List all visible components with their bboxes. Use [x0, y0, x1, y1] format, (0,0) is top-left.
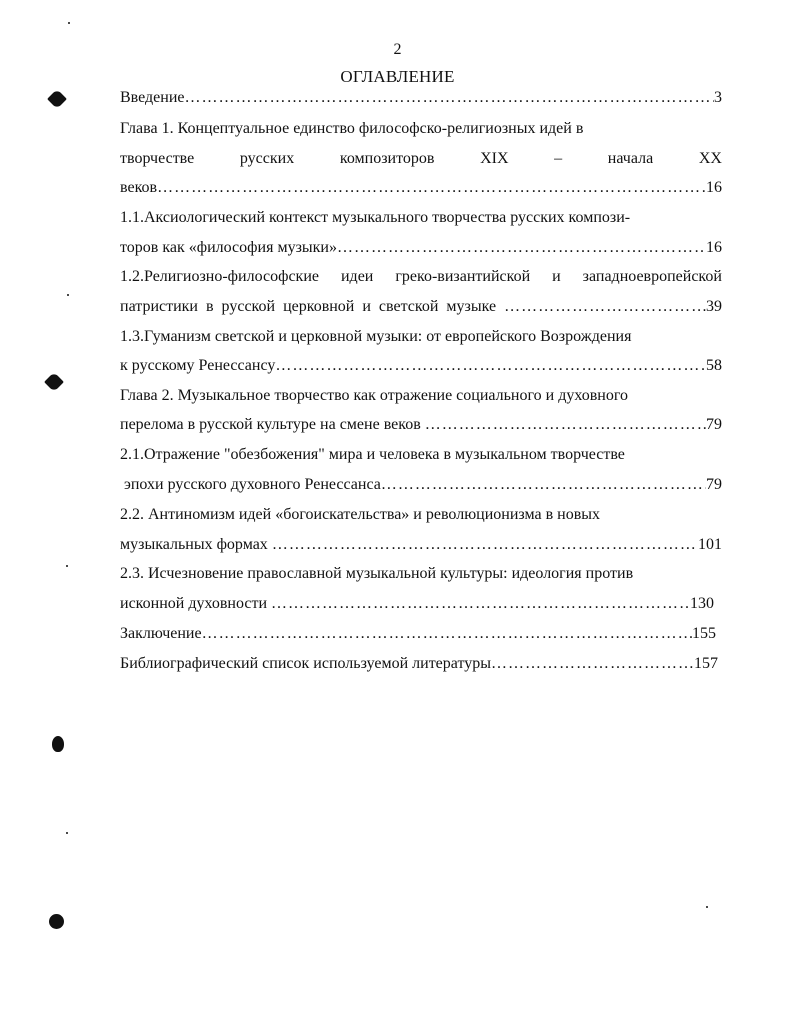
toc-entry-label: Заключение	[120, 625, 202, 642]
toc-entry-section-2-3-line-2[interactable]	[120, 594, 714, 614]
toc-entry-section-1-3-line-1[interactable]: 1.3.Гуманизм светской и церковной музыки: от европейского Возрождения	[120, 328, 632, 345]
toc-entry-section-1-2-line-1[interactable]	[120, 267, 722, 287]
toc-entry-page: 16	[706, 179, 722, 196]
toc-entry-label: торов как «философия музыки»	[120, 239, 337, 256]
toc-entry-page: 16	[706, 239, 722, 256]
toc-word: творчестве	[120, 150, 195, 167]
toc-word: 1.2.Религиозно-философские	[120, 268, 319, 285]
toc-entry-page: 101	[698, 536, 722, 553]
toc-entry-section-1-2-line-2[interactable]	[120, 297, 722, 317]
toc-entry-label: веков	[120, 179, 158, 196]
toc-word: греко-византийской	[395, 268, 531, 285]
toc-entry-label: патристики в русской церковной и светской музыке	[120, 298, 505, 315]
leader-dots	[157, 178, 706, 198]
toc-word: и	[552, 268, 561, 285]
toc-title: ОГЛАВЛЕНИЕ	[340, 67, 455, 86]
leader-dots	[504, 297, 706, 317]
toc-entry-page: 3	[714, 89, 722, 106]
toc-entry-chapter-1-line-1[interactable]: Глава 1. Концептуальное единство философско-религиозных идей в	[120, 120, 584, 137]
scan-speck	[68, 22, 70, 24]
toc-entry-section-1-1-line-1[interactable]: 1.1.Аксиологический контекст музыкального творчества русских компози-	[120, 209, 631, 226]
toc-entry-page: 79	[706, 476, 722, 493]
toc-entry-chapter-2-line-1[interactable]: Глава 2. Музыкальное творчество как отражение социального и духовного	[120, 387, 629, 404]
toc-entry-page: 39	[706, 298, 722, 315]
page-number: 2	[393, 41, 402, 58]
toc-entry-label: Библиографический список используемой литературы	[120, 655, 491, 672]
toc-entry-page: 79	[706, 416, 722, 433]
toc-entry-section-2-3-line-1[interactable]: 2.3. Исчезновение православной музыкальной культуры: идеология против	[120, 565, 634, 582]
toc-entry-chapter-1-line-2[interactable]	[120, 149, 722, 169]
toc-entry-label: эпохи русского духовного Ренессанса	[120, 476, 381, 493]
toc-entry-page: 58	[706, 357, 722, 374]
toc-entry-conclusion[interactable]	[120, 624, 716, 644]
toc-word: композиторов	[339, 150, 435, 167]
toc-entry-section-1-3-line-2[interactable]	[120, 356, 722, 376]
toc-entry-section-1-1-line-2[interactable]	[120, 238, 722, 258]
toc-entry-chapter-1-line-3[interactable]	[120, 178, 722, 198]
scan-mark	[49, 914, 64, 929]
toc-entry-label: Введение	[120, 89, 185, 106]
toc-word: XX	[698, 150, 722, 167]
leader-dots	[271, 594, 690, 614]
toc-entry-page: 130	[690, 595, 714, 612]
leader-dots	[337, 238, 706, 258]
toc-entry-introduction[interactable]	[120, 88, 722, 108]
toc-word: западноевропейской	[582, 268, 722, 285]
toc-entry-section-2-1-line-1[interactable]: 2.1.Отражение "обезбожения" мира и человека в музыкальном творчестве	[120, 446, 625, 463]
toc-entry-page: 157	[694, 655, 718, 672]
leader-dots	[491, 654, 694, 674]
toc-entry-label: музыкальных формах	[120, 536, 272, 553]
toc-entry-section-2-2-line-2[interactable]	[120, 535, 722, 555]
toc-word: –	[554, 150, 563, 167]
leader-dots	[425, 415, 706, 435]
scan-mark	[44, 372, 64, 392]
toc-entry-page: 155	[692, 625, 716, 642]
scan-mark	[47, 89, 67, 109]
toc-word: русских	[239, 150, 295, 167]
toc-word: идеи	[340, 268, 374, 285]
leader-dots	[272, 535, 698, 555]
toc-word: XIX	[480, 150, 509, 167]
toc-entry-label: к русскому Ренессансу	[120, 357, 276, 374]
toc-entry-section-2-1-line-2[interactable]	[120, 475, 722, 495]
leader-dots	[202, 624, 692, 644]
toc-word: начала	[607, 150, 654, 167]
scan-speck	[66, 832, 68, 834]
scan-speck	[66, 565, 68, 567]
leader-dots	[275, 356, 706, 376]
toc-entry-label: исконной духовности	[120, 595, 272, 612]
toc-entry-bibliography[interactable]	[120, 654, 718, 674]
toc-entry-chapter-2-line-2[interactable]	[120, 415, 722, 435]
scan-speck	[706, 906, 708, 908]
toc-entry-section-2-2-line-1[interactable]: 2.2. Антиномизм идей «богоискательства» и революционизма в новых	[120, 506, 601, 523]
scan-mark	[52, 736, 64, 752]
scan-speck	[67, 294, 69, 296]
leader-dots	[185, 88, 715, 108]
toc-entry-label: перелома в русской культуре на смене веков	[120, 416, 425, 433]
leader-dots	[381, 475, 706, 495]
